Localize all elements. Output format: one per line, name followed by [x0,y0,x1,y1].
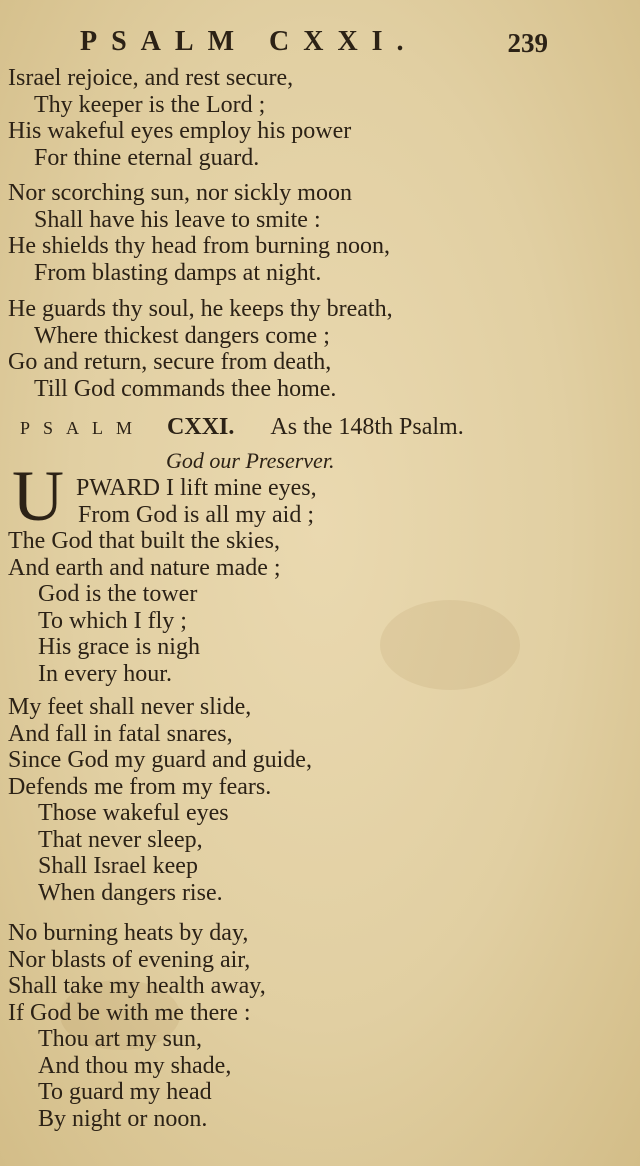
verse-line: Nor blasts of evening air, [8,946,251,973]
drop-cap: U [12,456,64,536]
verse-line: And fall in fatal snares, [8,720,233,747]
verse-line: Israel rejoice, and rest secure, [8,65,294,91]
verse-line: From blasting damps at night. [34,259,322,286]
stanza-4 [8,528,628,687]
verse-line: Shall take my health away, [8,973,266,999]
verse-line: God is the tower [38,581,198,607]
verse-line: From God is all my aid ; [78,502,314,528]
verse-line: And earth and nature made ; [8,554,281,581]
verse-line: The God that built the skies, [8,528,280,554]
psalm-heading-word: PSALM [20,418,146,438]
stanza-2 [8,180,628,286]
verse-line: To guard my head [38,1079,212,1105]
verse-line: Since God my guard and guide, [8,747,312,773]
verse-line: Shall have his leave to smite : [34,206,321,233]
psalm-heading-number: CXXI. [167,414,235,440]
verse-line: He guards thy soul, he keeps thy breath, [8,296,393,322]
verse-line: Those wakeful eyes [38,800,229,826]
verse-line: And thou my shade, [38,1052,232,1079]
running-head: PSALM CXXI. [80,26,418,57]
verse-line: Where thickest dangers come ; [34,322,330,349]
verse-line: If God be with me there : [8,999,251,1026]
psalm-subtitle: God our Preserver. [166,448,335,473]
verse-line: PWARD I lift mine eyes, [76,475,317,501]
verse-line: His grace is nigh [38,634,200,660]
verse-line: Nor scorching sun, nor sickly moon [8,180,352,206]
verse-line: By night or noon. [38,1105,208,1132]
verse-line: Thou art my sun, [38,1026,202,1052]
verse-line: My feet shall never slide, [8,694,252,720]
stanza-3 [8,296,628,402]
stanza-6 [8,920,628,1132]
verse-line: He shields thy head from burning noon, [8,233,390,259]
stanza-5 [8,694,628,906]
psalm-tune: As the 148th Psalm. [270,414,464,440]
stanza-1 [8,65,628,171]
verse-line: Till God commands thee home. [34,375,337,402]
verse-line: For thine eternal guard. [34,144,260,171]
verse-line: Defends me from my fears. [8,773,272,800]
verse-line: That never sleep, [38,826,203,853]
verse-line: Thy keeper is the Lord ; [34,91,266,118]
verse-line: His wakeful eyes employ his power [8,118,352,144]
verse-line: In every hour. [38,660,172,687]
verse-line: No burning heats by day, [8,920,249,946]
verse-line: When dangers rise. [38,879,223,906]
verse-line: Shall Israel keep [38,853,198,879]
page-number: 239 [507,28,548,58]
verse-line: Go and return, secure from death, [8,349,332,375]
psalm-heading [20,414,620,441]
verse-line: To which I fly ; [38,607,187,634]
page-header [0,26,640,66]
